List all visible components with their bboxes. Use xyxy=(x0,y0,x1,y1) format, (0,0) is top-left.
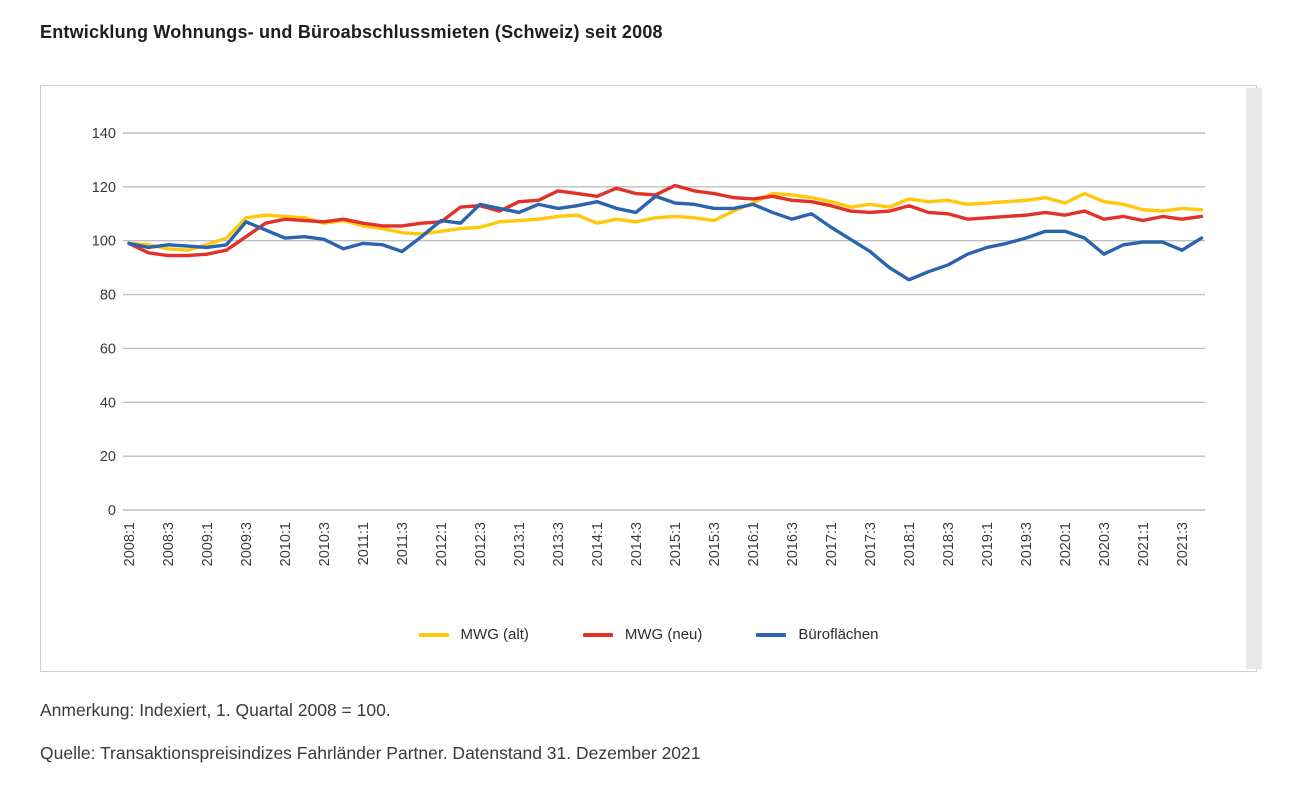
y-tick-label-120: 120 xyxy=(91,179,116,196)
x-tick-label-2008:1: 2008:1 xyxy=(122,522,139,567)
x-tick-label-2015:3: 2015:3 xyxy=(707,522,724,567)
x-tick-label-2016:1: 2016:1 xyxy=(746,522,763,567)
x-tick-label-2011:1: 2011:1 xyxy=(356,522,373,566)
legend-label-bueroflaechen: Büroflächen xyxy=(798,626,879,643)
x-tick-label-2010:1: 2010:1 xyxy=(278,522,295,567)
series-line-1 xyxy=(129,186,1202,256)
x-tick-label-2021:1: 2021:1 xyxy=(1136,522,1153,567)
x-tick-label-2008:3: 2008:3 xyxy=(161,522,178,567)
x-tick-label-2016:3: 2016:3 xyxy=(785,522,802,567)
note-source: Quelle: Transaktionspreisindizes Fahrländer Partner. Datenstand 31. Dezember 2021 xyxy=(40,743,701,763)
y-tick-label-100: 100 xyxy=(91,233,116,250)
chart-notes xyxy=(40,700,701,786)
legend-item-bueroflaechen xyxy=(756,626,878,643)
y-tick-label-40: 40 xyxy=(99,395,116,412)
x-tick-label-2013:1: 2013:1 xyxy=(512,522,529,567)
x-tick-label-2015:1: 2015:1 xyxy=(668,522,685,567)
note-annotation: Anmerkung: Indexiert, 1. Quartal 2008 = 100. xyxy=(40,700,391,720)
y-tick-label-60: 60 xyxy=(99,341,116,358)
series-line-2 xyxy=(129,196,1202,279)
legend-item-mwg-alt xyxy=(419,626,529,643)
y-tick-label-80: 80 xyxy=(99,287,116,304)
x-tick-label-2019:3: 2019:3 xyxy=(1019,522,1036,567)
mwg-neu-line-swatch xyxy=(583,633,613,637)
x-tick-label-2009:1: 2009:1 xyxy=(200,522,217,567)
x-tick-label-2018:3: 2018:3 xyxy=(941,522,958,567)
x-tick-label-2014:1: 2014:1 xyxy=(590,522,607,567)
x-tick-label-2009:3: 2009:3 xyxy=(239,522,256,567)
x-tick-label-2011:3: 2011:3 xyxy=(395,522,412,566)
series-line-0 xyxy=(129,194,1202,251)
rent-index-line-chart xyxy=(41,86,1256,671)
page-title: Entwicklung Wohnungs- und Büroabschlussmieten (Schweiz) seit 2008 xyxy=(40,22,663,42)
x-tick-label-2014:3: 2014:3 xyxy=(629,522,646,567)
legend-item-mwg-neu xyxy=(583,626,703,643)
x-tick-label-2012:1: 2012:1 xyxy=(434,522,451,567)
x-tick-label-2013:3: 2013:3 xyxy=(551,522,568,567)
y-tick-label-140: 140 xyxy=(91,126,116,142)
x-tick-label-2020:1: 2020:1 xyxy=(1058,522,1075,567)
page-edge-strip xyxy=(1246,88,1262,669)
chart-legend xyxy=(41,626,1256,643)
x-tick-label-2019:1: 2019:1 xyxy=(980,522,997,567)
x-tick-label-2017:1: 2017:1 xyxy=(824,522,841,567)
mwg-alt-line-swatch xyxy=(419,633,449,637)
legend-label-mwg-neu: MWG (neu) xyxy=(624,626,703,643)
bueroflaechen-line-swatch xyxy=(756,633,786,637)
x-tick-label-2010:3: 2010:3 xyxy=(317,522,334,567)
x-tick-label-2018:1: 2018:1 xyxy=(902,522,919,567)
y-tick-label-0: 0 xyxy=(107,503,116,519)
x-tick-label-2021:3: 2021:3 xyxy=(1175,522,1192,567)
chart-panel xyxy=(40,85,1257,672)
y-tick-label-20: 20 xyxy=(99,449,116,466)
x-tick-label-2017:3: 2017:3 xyxy=(863,522,880,567)
x-tick-label-2012:3: 2012:3 xyxy=(473,522,490,567)
x-tick-label-2020:3: 2020:3 xyxy=(1097,522,1114,567)
legend-label-mwg-alt: MWG (alt) xyxy=(460,626,529,643)
